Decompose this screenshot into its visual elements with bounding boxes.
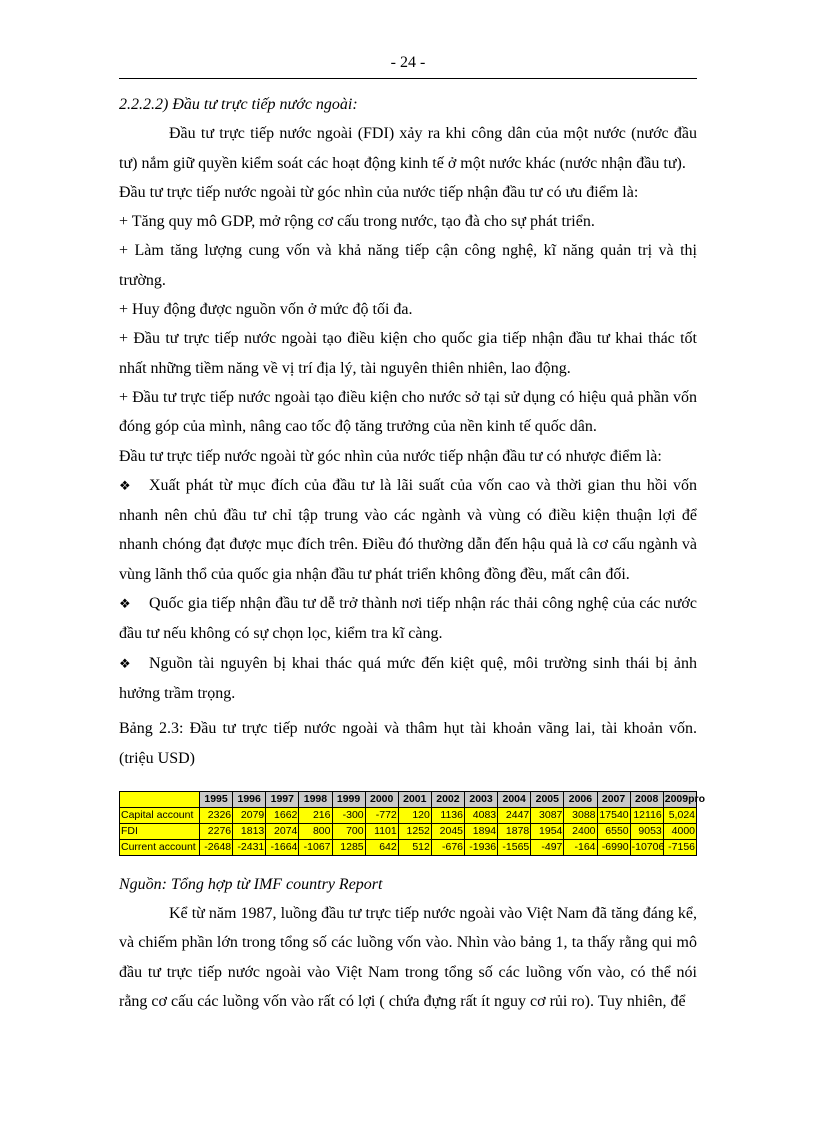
column-header: 2008: [630, 791, 663, 807]
bullet-list: [119, 471, 697, 708]
table-cell: 2045: [431, 823, 464, 839]
column-header: 2002: [431, 791, 464, 807]
page-number: - 24 -: [390, 54, 426, 71]
bullet-icon: ❖: [119, 656, 131, 672]
row-label: Capital account: [120, 807, 200, 823]
table-cell: 512: [398, 839, 431, 855]
paragraph: + Tăng quy mô GDP, mở rộng cơ cấu trong nước, tạo đà cho sự phát triển.: [119, 213, 595, 231]
table-cell: 642: [365, 839, 398, 855]
section-heading: 2.2.2.2) Đầu tư trực tiếp nước ngoài:: [119, 96, 358, 113]
column-header: 2003: [465, 791, 498, 807]
header-rule: [119, 78, 697, 79]
table-cell: -1067: [299, 839, 332, 855]
table-cell: 1894: [465, 823, 498, 839]
table-header-row: [120, 791, 697, 807]
paragraphs-after: [119, 899, 697, 1016]
table-cell: 2326: [200, 807, 233, 823]
table-cell: 1954: [531, 823, 564, 839]
table-cell: 800: [299, 823, 332, 839]
bullet-item: [119, 589, 697, 649]
table-cell: 4083: [465, 807, 498, 823]
table-cell: 2074: [266, 823, 299, 839]
column-header: 1998: [299, 791, 332, 807]
table-cell: 2447: [498, 807, 531, 823]
table-cell: 6550: [597, 823, 630, 839]
table-cell: -497: [531, 839, 564, 855]
table-container: [119, 791, 706, 856]
column-header: 1996: [233, 791, 266, 807]
table-cell: 1252: [398, 823, 431, 839]
column-header: 1995: [200, 791, 233, 807]
table-cell: 1662: [266, 807, 299, 823]
table-cell: -1664: [266, 839, 299, 855]
table-cell: 5,024: [663, 807, 696, 823]
column-header: 1999: [332, 791, 365, 807]
table-cell: 1813: [233, 823, 266, 839]
table-cell: 216: [299, 807, 332, 823]
table-cell: 1285: [332, 839, 365, 855]
bullet-text: Quốc gia tiếp nhận đầu tư dễ trở thành nơi tiếp nhận rác thải công nghệ của các nước đầu tư nếu không có sự chọn lọc, kiểm tra kĩ càng.: [119, 595, 697, 643]
paragraph: + Làm tăng lượng cung vốn và khả năng tiếp cận công nghệ, kĩ năng quản trị và thị trường.: [119, 242, 697, 289]
table-cell: -6990: [597, 839, 630, 855]
table-cell: -772: [365, 807, 398, 823]
source-note: Nguồn: Tổng hợp từ IMF country Report: [119, 875, 383, 893]
table-cell: -10706: [630, 839, 663, 855]
table-row: [120, 807, 697, 823]
paragraphs-before: [119, 119, 697, 471]
table-cell: 2400: [564, 823, 597, 839]
table-cell: 1101: [365, 823, 398, 839]
row-label: Current account: [120, 839, 200, 855]
table-cell: -300: [332, 807, 365, 823]
column-header: 2007: [597, 791, 630, 807]
table-cell: 120: [398, 807, 431, 823]
paragraph: Đầu tư trực tiếp nước ngoài từ góc nhìn của nước tiếp nhận đầu tư có nhược điểm là:: [119, 447, 662, 465]
table-cell: 1878: [498, 823, 531, 839]
column-header: 2009pro: [663, 791, 696, 807]
table-cell: 12116: [630, 807, 663, 823]
table-cell: 9053: [630, 823, 663, 839]
table-body: [120, 807, 697, 855]
table-cell: 2276: [200, 823, 233, 839]
table-cell: 700: [332, 823, 365, 839]
table-row: [120, 839, 697, 855]
column-header: 2005: [531, 791, 564, 807]
paragraph: + Đầu tư trực tiếp nước ngoài tạo điều kiện cho quốc gia tiếp nhận đầu tư khai thác tốt nhất những tiềm năng về vị trí địa lý, tài nguyên thiên nhiên, lao động.: [119, 330, 697, 377]
table-cell: 1136: [431, 807, 464, 823]
paragraph: + Huy động được nguồn vốn ở mức độ tối đa.: [119, 301, 413, 319]
table-row: [120, 823, 697, 839]
column-header: 2006: [564, 791, 597, 807]
bullet-item: [119, 649, 697, 709]
paragraph: Kể từ năm 1987, luồng đầu tư trực tiếp nước ngoài vào Việt Nam đã tăng đáng kể, và chiếm phần lớn trong tổng số các luồng vốn vào. Nhìn vào bảng 1, ta thấy rằng qui mô đầu tư trực tiếp nước ngoài vào Việt Nam trong tổng số các luồng vốn vào, có thể nói rằng cơ cấu các luồng vốn vào rất có lợi ( chứa đựng rất ít nguy cơ rủi ro). Tuy nhiên, để: [119, 905, 697, 1011]
table-cell: -2648: [200, 839, 233, 855]
bullet-text: Xuất phát từ mục đích của đầu tư là lãi suất của vốn cao và thời gian thu hồi vốn nhanh nên chủ đầu tư chỉ tập trung vào các ngành và vùng có điều kiện thuận lợi để nhanh chóng đạt được mục đích trên. Điều đó thường dẫn đến hậu quả là cơ cấu ngành và vùng lãnh thổ của quốc gia nhận đầu tư phát triển không đồng đều, mất cân đối.: [119, 476, 697, 583]
bullet-icon: ❖: [119, 597, 131, 613]
table-cell: -164: [564, 839, 597, 855]
table-cell: 17540: [597, 807, 630, 823]
table-cell: 3088: [564, 807, 597, 823]
table-cell: -2431: [233, 839, 266, 855]
column-header: 2000: [365, 791, 398, 807]
table-cell: -1565: [498, 839, 531, 855]
table-caption: Bảng 2.3: Đầu tư trực tiếp nước ngoài và thâm hụt tài khoản vãng lai, tài khoản vốn. (triệu USD): [119, 720, 697, 767]
table-corner-cell: [120, 791, 200, 807]
bullet-item: [119, 471, 697, 589]
column-header: 2001: [398, 791, 431, 807]
paragraph: Đầu tư trực tiếp nước ngoài (FDI) xảy ra khi công dân của một nước (nước đầu tư) nắm giữ quyền kiểm soát các hoạt động kinh tế ở một nước khác (nước nhận đầu tư).: [119, 125, 697, 172]
bullet-text: Nguồn tài nguyên bị khai thác quá mức đến kiệt quệ, môi trường sinh thái bị ảnh hưởng trầm trọng.: [119, 654, 697, 702]
table-cell: -1936: [465, 839, 498, 855]
row-label: FDI: [120, 823, 200, 839]
table-cell: 3087: [531, 807, 564, 823]
paragraph: Đầu tư trực tiếp nước ngoài từ góc nhìn của nước tiếp nhận đầu tư có ưu điểm là:: [119, 183, 639, 201]
table-cell: -7156: [663, 839, 696, 855]
column-header: 1997: [266, 791, 299, 807]
page-content: [119, 90, 706, 1016]
bullet-icon: ❖: [119, 478, 131, 494]
fdi-table: [119, 791, 706, 856]
paragraph: + Đầu tư trực tiếp nước ngoài tạo điều kiện cho nước sở tại sử dụng có hiệu quả phần vốn đóng góp của mình, nâng cao tốc độ tăng trưởng của nền kinh tế quốc dân.: [119, 388, 697, 436]
table-cell: -676: [431, 839, 464, 855]
column-header: 2004: [498, 791, 531, 807]
table-cell: 2079: [233, 807, 266, 823]
table-cell: 4000: [663, 823, 696, 839]
